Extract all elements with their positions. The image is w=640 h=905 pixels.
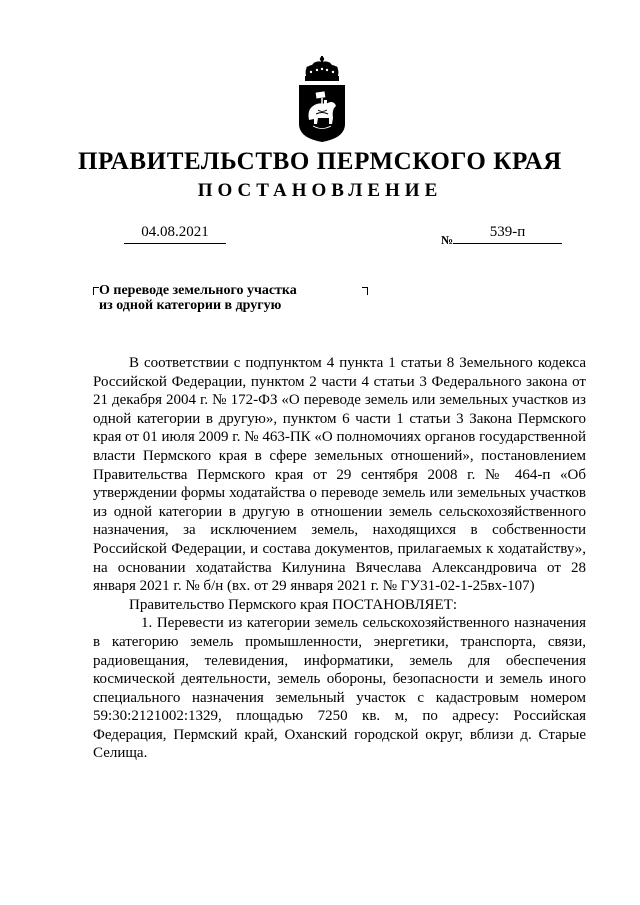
document-subject bbox=[99, 283, 359, 313]
number-sign: № bbox=[441, 233, 454, 247]
preamble-paragraph: В соответствии с подпунктом 4 пункта 1 статьи 8 Земельного кодекса Российской Федерации, пунктом 2 части 4 статьи 3 Федерального закона от 21 декабря 2004 г. № 172-ФЗ «О переводе земель или земельных участков из одной категории в другую», пунктом 6 части 1 статьи 3 Закона Пермского края от 01 июля 2009 г. № 463-ПК «О полномочиях органов государственной власти Пермского края в сфере земельных отношений», постановлением Правительства Пермского края от 29 сентября 2008 г. № 464-п «Об утверждении формы ходатайства о переводе земель или земельных участков из одной категории в другую в отношении земель сельскохозяйственного назначения, за исключением земель, находящихся в собственности Российской Федерации, и состава документов, прилагаемых к ходатайству», на основании ходатайства Килунина Вячеслава Александровича от 28 января 2021 г. № б/н (вх. от 29 января 2021 г. № ГУ31-02-1-25вх-107) bbox=[93, 355, 586, 595]
document-number: 539-п bbox=[453, 224, 562, 244]
document-date: 04.08.2021 bbox=[124, 224, 226, 244]
subject-line-2: из одной категории в другую bbox=[99, 298, 282, 313]
subject-line-1: О переводе земельного участка bbox=[99, 283, 297, 298]
document-type-title: ПОСТАНОВЛЕНИЕ bbox=[197, 180, 443, 201]
subject-bracket-right bbox=[362, 287, 368, 295]
document-body bbox=[93, 354, 586, 763]
item-1-paragraph: 1. Перевести из категории земель сельскохозяйственного назначения в категорию земель промышленности, энергетики, транспорта, связи, радиовещания, телевидения, информатики, земель для обеспечения космической деятельности, земель обороны, безопасности и земель иного специального назначения земельный участок с кадастровым номером 59:30:2121002:1329, площадью 7250 кв. м, по адресу: Российская Федерация, Пермский край, Оханский городской округ, вблизи д. Старые Селища. bbox=[93, 615, 586, 762]
organization-title: ПРАВИТЕЛЬСТВО ПЕРМСКОГО КРАЯ bbox=[78, 148, 562, 175]
resolves-paragraph: Правительство Пермского края ПОСТАНОВЛЯЕТ: bbox=[129, 596, 458, 613]
perm-krai-coat-of-arms-icon bbox=[296, 56, 348, 142]
